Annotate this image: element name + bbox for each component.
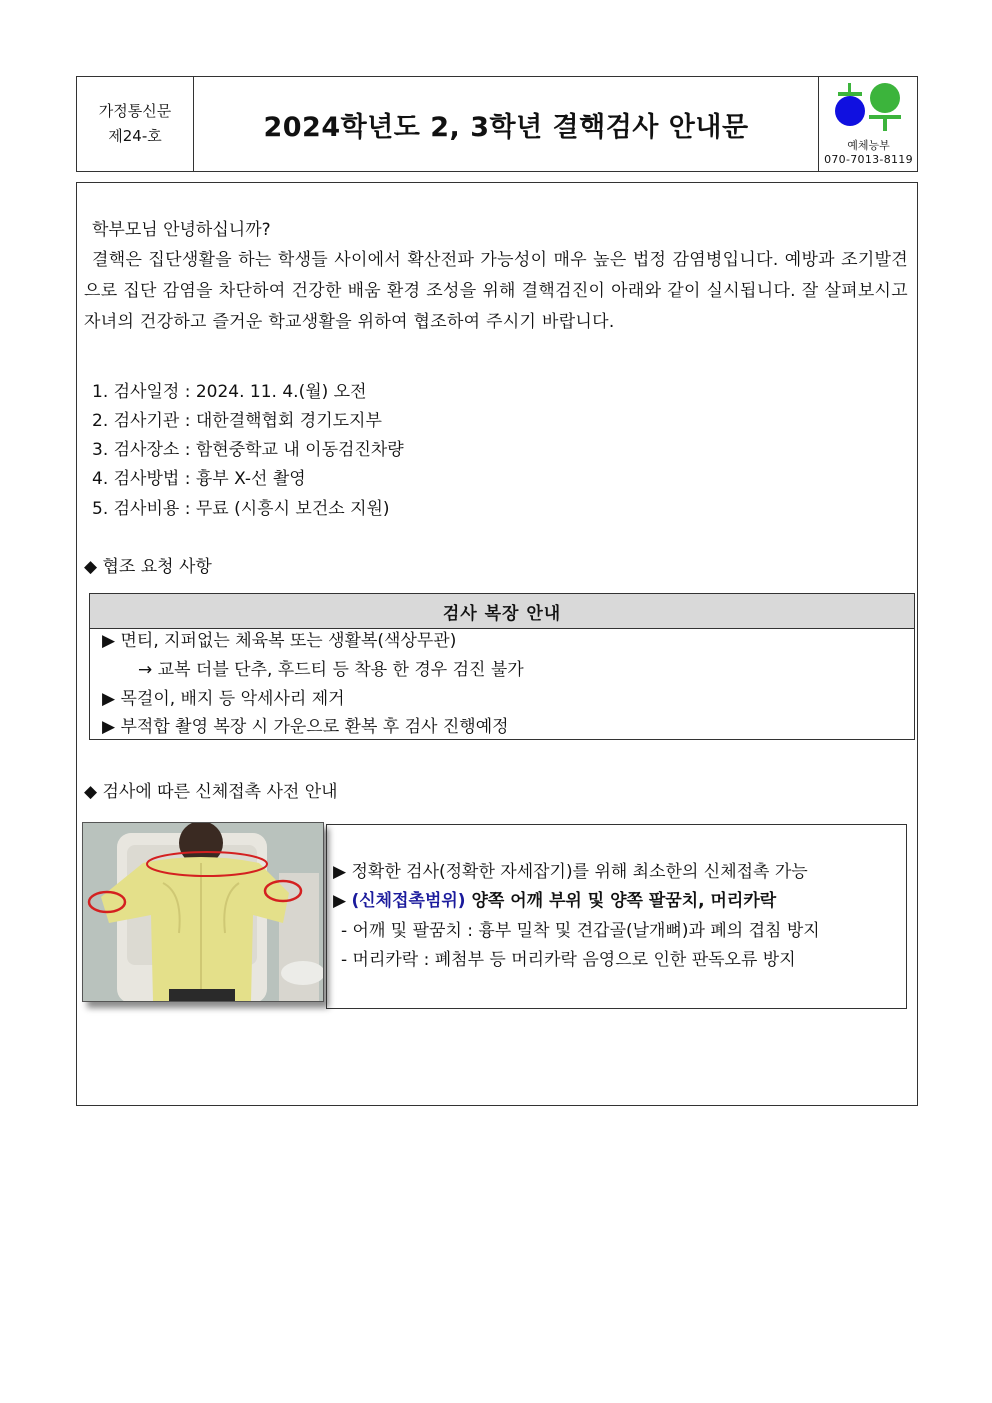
- table-row: ▶ 부적합 촬영 복장 시 가운으로 환복 후 검사 진행예정: [102, 717, 509, 737]
- contact-heading: ◆ 검사에 따른 신체접촉 사전 안내: [84, 782, 338, 802]
- contact-line-purpose: ▶ 정확한 검사(정확한 자세잡기)를 위해 최소한의 신체접촉 가능: [333, 862, 808, 882]
- table-title: 검사 복장 안내: [90, 594, 914, 629]
- table-row: ▶ 면티, 지퍼없는 체육복 또는 생활복(색상무관): [102, 631, 457, 651]
- document-header: [76, 76, 918, 172]
- cooperation-heading: ◆ 협조 요청 사항: [84, 557, 212, 577]
- contact-line-shoulder: - 어깨 및 팔꿈치 : 흉부 밀착 및 견갑골(날개뼈)과 폐의 겹침 방지: [341, 921, 820, 941]
- range-detail: 양쪽 어깨 부위 및 양쪽 팔꿈치, 머리카락: [465, 891, 777, 911]
- newsletter-issue: 제24-호: [108, 127, 162, 145]
- detail-location: 3. 검사장소 : 함현중학교 내 이동검진차량: [92, 440, 404, 460]
- intro-paragraph: 결핵은 집단생활을 하는 학생들 사이에서 확산전파 가능성이 매우 높은 법정 감염병입니다. 예방과 조기발견으로 집단 감염을 차단하여 건강한 배움 환경 조성을 위해 결핵검진이 아래와 같이 실시됩니다. 잘 살펴보시고 자녀의 건강하고 즐거운 학교생활을 위하여 협조하여 주시기 바랍니다.: [84, 250, 908, 332]
- newsletter-category: 가정통신문: [98, 102, 172, 120]
- clothing-guide-table: [89, 593, 915, 740]
- range-arrow: ▶: [333, 891, 352, 911]
- xray-posture-illustration: [83, 823, 323, 1001]
- school-department: 예체능부: [847, 139, 890, 152]
- greeting: 학부모님 안녕하십니까?: [92, 220, 271, 240]
- school-logo-box: [818, 77, 917, 171]
- detail-cost: 5. 검사비용 : 무료 (시흥시 보건소 지원): [92, 499, 390, 519]
- table-row: → 교복 더블 단추, 후드티 등 착용 한 경우 검진 불가: [138, 660, 524, 680]
- contact-line-range: [333, 886, 776, 916]
- newsletter-info: [77, 77, 194, 171]
- contact-line-hair: - 머리카락 : 폐첨부 등 머리카락 음영으로 인한 판독오류 방지: [341, 950, 796, 970]
- detail-schedule: 1. 검사일정 : 2024. 11. 4.(월) 오전: [92, 382, 367, 402]
- contact-info-box: [326, 824, 907, 1009]
- range-label: (신체접촉범위): [351, 891, 466, 911]
- table-row: ▶ 목걸이, 배지 등 악세사리 제거: [102, 689, 345, 709]
- school-phone: 070-7013-8119: [824, 153, 913, 166]
- detail-agency: 2. 검사기관 : 대한결핵협회 경기도지부: [92, 411, 382, 431]
- detail-method: 4. 검사방법 : 흉부 X-선 촬영: [92, 469, 306, 489]
- page-title: 2024학년도 2, 3학년 결핵검사 안내문: [263, 111, 749, 143]
- xray-posture-photo: [82, 822, 324, 1002]
- school-logo: [833, 81, 903, 133]
